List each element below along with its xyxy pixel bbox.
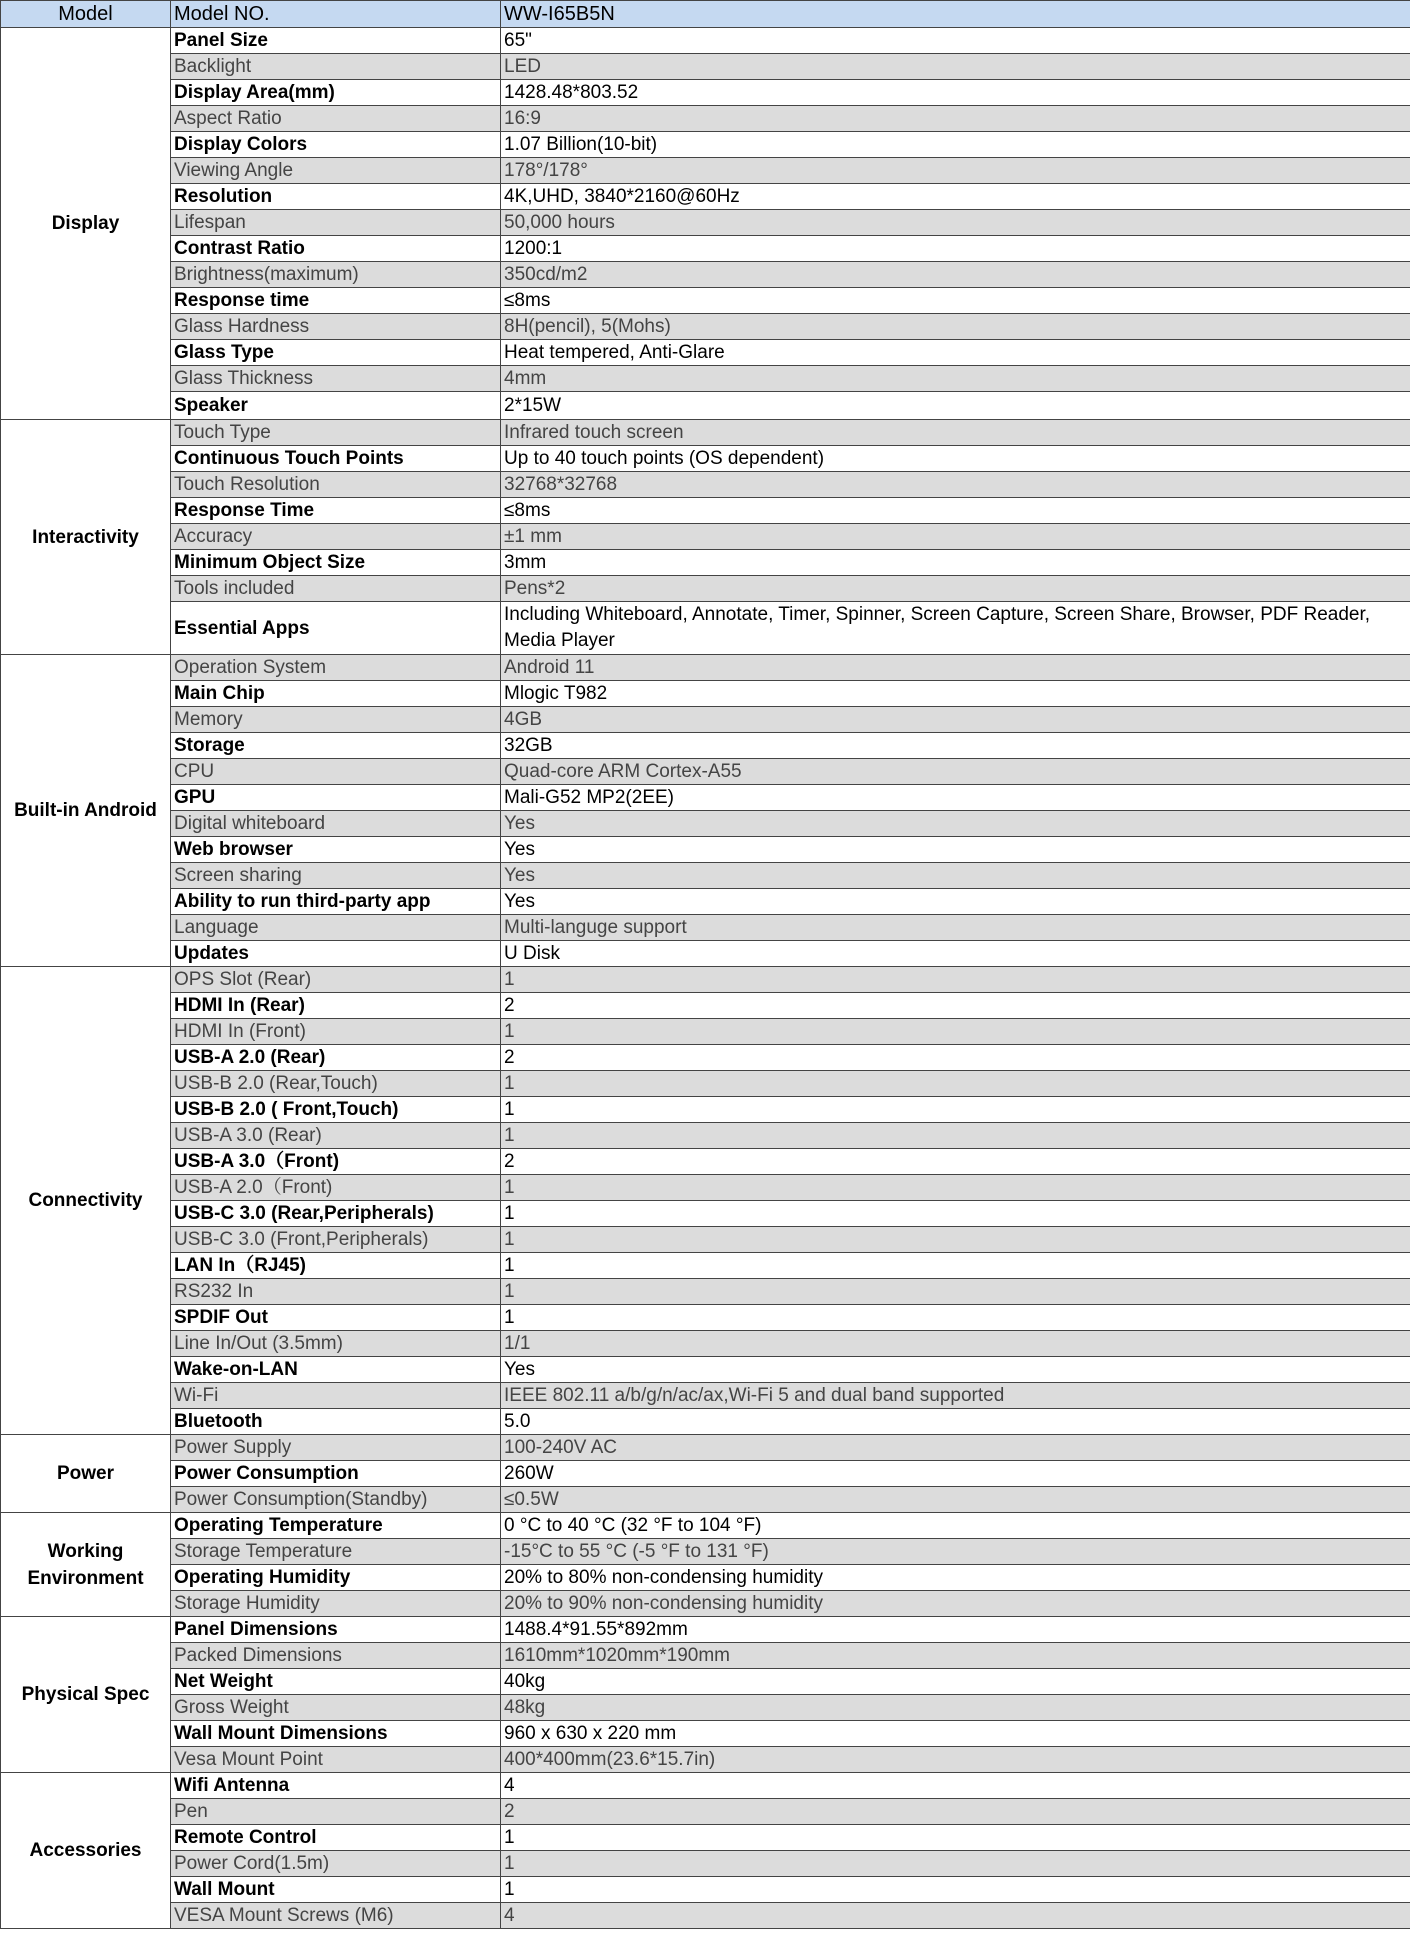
table-row xyxy=(1,262,1410,288)
spec-value: Yes xyxy=(501,811,1410,837)
table-row xyxy=(1,941,1410,967)
table-row xyxy=(1,106,1410,132)
spec-value: 8H(pencil), 5(Mohs) xyxy=(501,314,1410,340)
spec-value: 178°/178° xyxy=(501,158,1410,184)
table-row xyxy=(1,707,1410,733)
table-row xyxy=(1,1253,1410,1279)
table-row xyxy=(1,1643,1410,1669)
spec-value: LED xyxy=(501,54,1410,80)
spec-parameter: HDMI In (Rear) xyxy=(171,993,501,1019)
spec-value: 1 xyxy=(501,1851,1410,1877)
table-row xyxy=(1,236,1410,262)
table-row xyxy=(1,1669,1410,1695)
spec-parameter: Resolution xyxy=(171,184,501,210)
group-label: Connectivity xyxy=(1,967,171,1435)
table-row xyxy=(1,1071,1410,1097)
spec-parameter: Accuracy xyxy=(171,524,501,550)
spec-parameter: Speaker xyxy=(171,392,501,420)
spec-parameter: USB-A 2.0（Front) xyxy=(171,1175,501,1201)
spec-value: 3mm xyxy=(501,550,1410,576)
spec-parameter: Main Chip xyxy=(171,681,501,707)
table-row xyxy=(1,1097,1410,1123)
table-row xyxy=(1,1045,1410,1071)
spec-parameter: Language xyxy=(171,915,501,941)
spec-parameter: Backlight xyxy=(171,54,501,80)
spec-value: 40kg xyxy=(501,1669,1410,1695)
table-row xyxy=(1,498,1410,524)
spec-value: 2 xyxy=(501,1149,1410,1175)
spec-value: 1 xyxy=(501,1227,1410,1253)
spec-value: 960 x 630 x 220 mm xyxy=(501,1721,1410,1747)
group-label: Built-in Android xyxy=(1,655,171,967)
spec-parameter: CPU xyxy=(171,759,501,785)
group-label: Working Environment xyxy=(1,1513,171,1617)
spec-parameter: Essential Apps xyxy=(171,602,501,655)
spec-value: Pens*2 xyxy=(501,576,1410,602)
spec-parameter: Remote Control xyxy=(171,1825,501,1851)
spec-value: 4 xyxy=(501,1903,1410,1929)
spec-value: 1 xyxy=(501,967,1410,993)
spec-parameter: Operation System xyxy=(171,655,501,681)
spec-parameter: Ability to run third-party app xyxy=(171,889,501,915)
table-row xyxy=(1,1903,1410,1929)
spec-parameter: Bluetooth xyxy=(171,1409,501,1435)
spec-parameter: GPU xyxy=(171,785,501,811)
spec-parameter: Lifespan xyxy=(171,210,501,236)
spec-parameter: Pen xyxy=(171,1799,501,1825)
spec-parameter: Wall Mount Dimensions xyxy=(171,1721,501,1747)
spec-parameter: Power Consumption xyxy=(171,1461,501,1487)
spec-parameter: Memory xyxy=(171,707,501,733)
spec-value: 1 xyxy=(501,1877,1410,1903)
spec-parameter: Panel Size xyxy=(171,28,501,54)
spec-parameter: Wifi Antenna xyxy=(171,1773,501,1799)
table-header xyxy=(1,1,1410,28)
spec-parameter: Response Time xyxy=(171,498,501,524)
spec-value: 4mm xyxy=(501,366,1410,392)
spec-parameter: Tools included xyxy=(171,576,501,602)
table-row xyxy=(1,1721,1410,1747)
table-row xyxy=(1,655,1410,681)
table-row xyxy=(1,1461,1410,1487)
model-no-label: Model NO. xyxy=(171,1,501,28)
table-row xyxy=(1,446,1410,472)
table-row xyxy=(1,1799,1410,1825)
spec-parameter: Glass Thickness xyxy=(171,366,501,392)
model-no-value: WW-I65B5N xyxy=(501,1,1410,28)
table-row xyxy=(1,602,1410,655)
spec-value: Android 11 xyxy=(501,655,1410,681)
spec-parameter: Updates xyxy=(171,941,501,967)
table-row xyxy=(1,967,1410,993)
spec-parameter: Operating Humidity xyxy=(171,1565,501,1591)
spec-value: 1.07 Billion(10-bit) xyxy=(501,132,1410,158)
table-row xyxy=(1,80,1410,106)
table-row xyxy=(1,1383,1410,1409)
spec-value: 32768*32768 xyxy=(501,472,1410,498)
table-row xyxy=(1,392,1410,420)
spec-value: 48kg xyxy=(501,1695,1410,1721)
table-row xyxy=(1,1877,1410,1903)
table-row xyxy=(1,1279,1410,1305)
spec-parameter: OPS Slot (Rear) xyxy=(171,967,501,993)
spec-parameter: USB-B 2.0 (Rear,Touch) xyxy=(171,1071,501,1097)
spec-parameter: Glass Type xyxy=(171,340,501,366)
table-row xyxy=(1,1513,1410,1539)
spec-parameter: USB-A 3.0 (Rear) xyxy=(171,1123,501,1149)
table-row xyxy=(1,733,1410,759)
spec-value: IEEE 802.11 a/b/g/n/ac/ax,Wi-Fi 5 and dual band supported xyxy=(501,1383,1410,1409)
spec-value: Multi-languge support xyxy=(501,915,1410,941)
spec-value: 4 xyxy=(501,1773,1410,1799)
table-row xyxy=(1,1357,1410,1383)
spec-parameter: LAN In（RJ45) xyxy=(171,1253,501,1279)
table-row xyxy=(1,915,1410,941)
spec-parameter: HDMI In (Front) xyxy=(171,1019,501,1045)
spec-parameter: USB-A 2.0 (Rear) xyxy=(171,1045,501,1071)
spec-parameter: Power Cord(1.5m) xyxy=(171,1851,501,1877)
table-row xyxy=(1,837,1410,863)
spec-value: 4K,UHD, 3840*2160@60Hz xyxy=(501,184,1410,210)
table-row xyxy=(1,811,1410,837)
table-row xyxy=(1,28,1410,54)
spec-value: 1 xyxy=(501,1097,1410,1123)
spec-parameter: Storage xyxy=(171,733,501,759)
table-row xyxy=(1,681,1410,707)
table-row xyxy=(1,576,1410,602)
table-row xyxy=(1,1695,1410,1721)
spec-parameter: USB-B 2.0 ( Front,Touch) xyxy=(171,1097,501,1123)
spec-value: Mali-G52 MP2(2EE) xyxy=(501,785,1410,811)
spec-value: Mlogic T982 xyxy=(501,681,1410,707)
table-row xyxy=(1,1149,1410,1175)
spec-value: ±1 mm xyxy=(501,524,1410,550)
spec-parameter: Glass Hardness xyxy=(171,314,501,340)
spec-value: 32GB xyxy=(501,733,1410,759)
spec-value: Infrared touch screen xyxy=(501,420,1410,446)
spec-parameter: VESA Mount Screws (M6) xyxy=(171,1903,501,1929)
table-row xyxy=(1,1539,1410,1565)
group-label: Display xyxy=(1,28,171,420)
table-row xyxy=(1,366,1410,392)
spec-parameter: USB-C 3.0 (Rear,Peripherals) xyxy=(171,1201,501,1227)
group-label: Physical Spec xyxy=(1,1617,171,1773)
spec-value: 1 xyxy=(501,1123,1410,1149)
spec-parameter: SPDIF Out xyxy=(171,1305,501,1331)
spec-value: 0 °C to 40 °C (32 °F to 104 °F) xyxy=(501,1513,1410,1539)
table-row xyxy=(1,1409,1410,1435)
table-row xyxy=(1,1201,1410,1227)
table-row xyxy=(1,1019,1410,1045)
spec-value: Heat tempered, Anti-Glare xyxy=(501,340,1410,366)
spec-parameter: Panel Dimensions xyxy=(171,1617,501,1643)
spec-value: 4GB xyxy=(501,707,1410,733)
spec-parameter: Touch Resolution xyxy=(171,472,501,498)
spec-value: 1 xyxy=(501,1201,1410,1227)
table-row xyxy=(1,288,1410,314)
spec-value: 1 xyxy=(501,1305,1410,1331)
table-row xyxy=(1,158,1410,184)
spec-parameter: Wi-Fi xyxy=(171,1383,501,1409)
spec-value: U Disk xyxy=(501,941,1410,967)
spec-value: 2 xyxy=(501,1045,1410,1071)
model-column-header: Model xyxy=(1,1,171,28)
table-row xyxy=(1,1123,1410,1149)
header-row xyxy=(1,1,1410,28)
spec-value: 2 xyxy=(501,1799,1410,1825)
spec-value: 2*15W xyxy=(501,392,1410,420)
group-label: Interactivity xyxy=(1,420,171,655)
spec-parameter: Touch Type xyxy=(171,420,501,446)
table-row xyxy=(1,54,1410,80)
spec-value: Quad-core ARM Cortex-A55 xyxy=(501,759,1410,785)
spec-value: 400*400mm(23.6*15.7in) xyxy=(501,1747,1410,1773)
spec-parameter: Display Area(mm) xyxy=(171,80,501,106)
table-row xyxy=(1,420,1410,446)
spec-value: 1 xyxy=(501,1825,1410,1851)
spec-value: ≤8ms xyxy=(501,288,1410,314)
spec-value: 5.0 xyxy=(501,1409,1410,1435)
table-row xyxy=(1,472,1410,498)
table-row xyxy=(1,314,1410,340)
spec-parameter: Contrast Ratio xyxy=(171,236,501,262)
spec-value: Including Whiteboard, Annotate, Timer, Spinner, Screen Capture, Screen Share, Browser, PDF Reader, Media Player xyxy=(501,602,1410,655)
spec-parameter: Web browser xyxy=(171,837,501,863)
spec-parameter: Display Colors xyxy=(171,132,501,158)
spec-parameter: Storage Temperature xyxy=(171,1539,501,1565)
spec-value: 1 xyxy=(501,1279,1410,1305)
spec-value: 16:9 xyxy=(501,106,1410,132)
table-row xyxy=(1,1227,1410,1253)
table-row xyxy=(1,1331,1410,1357)
table-row xyxy=(1,1305,1410,1331)
spec-value: ≤8ms xyxy=(501,498,1410,524)
table-row xyxy=(1,1825,1410,1851)
table-row xyxy=(1,1175,1410,1201)
table-row xyxy=(1,1773,1410,1799)
spec-parameter: Power Supply xyxy=(171,1435,501,1461)
spec-value: 1 xyxy=(501,1071,1410,1097)
table-row xyxy=(1,993,1410,1019)
table-row xyxy=(1,184,1410,210)
spec-value: ≤0.5W xyxy=(501,1487,1410,1513)
spec-value: 20% to 80% non-condensing humidity xyxy=(501,1565,1410,1591)
spec-value: 1610mm*1020mm*190mm xyxy=(501,1643,1410,1669)
table-row xyxy=(1,863,1410,889)
spec-parameter: Brightness(maximum) xyxy=(171,262,501,288)
table-row xyxy=(1,889,1410,915)
group-label: Power xyxy=(1,1435,171,1513)
spec-value: Yes xyxy=(501,863,1410,889)
spec-value: 1 xyxy=(501,1019,1410,1045)
spec-value: Yes xyxy=(501,1357,1410,1383)
table-row xyxy=(1,1851,1410,1877)
table-row xyxy=(1,550,1410,576)
spec-parameter: Line In/Out (3.5mm) xyxy=(171,1331,501,1357)
table-row xyxy=(1,759,1410,785)
spec-parameter: USB-C 3.0 (Front,Peripherals) xyxy=(171,1227,501,1253)
spec-value: -15°C to 55 °C (-5 °F to 131 °F) xyxy=(501,1539,1410,1565)
table-row xyxy=(1,1435,1410,1461)
spec-parameter: Power Consumption(Standby) xyxy=(171,1487,501,1513)
table-row xyxy=(1,1617,1410,1643)
spec-parameter: Wall Mount xyxy=(171,1877,501,1903)
table-row xyxy=(1,1487,1410,1513)
spec-value: 1 xyxy=(501,1253,1410,1279)
table-row xyxy=(1,524,1410,550)
spec-parameter: Digital whiteboard xyxy=(171,811,501,837)
spec-parameter: Response time xyxy=(171,288,501,314)
spec-value: 1488.4*91.55*892mm xyxy=(501,1617,1410,1643)
spec-parameter: USB-A 3.0（Front) xyxy=(171,1149,501,1175)
spec-parameter: Operating Temperature xyxy=(171,1513,501,1539)
spec-value: 2 xyxy=(501,993,1410,1019)
spec-value: 65" xyxy=(501,28,1410,54)
table-row xyxy=(1,1565,1410,1591)
table-row xyxy=(1,785,1410,811)
spec-value: 1428.48*803.52 xyxy=(501,80,1410,106)
spec-value: 1/1 xyxy=(501,1331,1410,1357)
spec-parameter: Continuous Touch Points xyxy=(171,446,501,472)
spec-parameter: Vesa Mount Point xyxy=(171,1747,501,1773)
spec-parameter: Viewing Angle xyxy=(171,158,501,184)
spec-value: 1 xyxy=(501,1175,1410,1201)
table-row xyxy=(1,210,1410,236)
table-row xyxy=(1,1747,1410,1773)
spec-value: Yes xyxy=(501,837,1410,863)
spec-parameter: RS232 In xyxy=(171,1279,501,1305)
table-row xyxy=(1,132,1410,158)
table-row xyxy=(1,1591,1410,1617)
spec-value: 350cd/m2 xyxy=(501,262,1410,288)
spec-value: Up to 40 touch points (OS dependent) xyxy=(501,446,1410,472)
spec-value: 260W xyxy=(501,1461,1410,1487)
spec-parameter: Screen sharing xyxy=(171,863,501,889)
spec-parameter: Aspect Ratio xyxy=(171,106,501,132)
spec-value: 50,000 hours xyxy=(501,210,1410,236)
spec-parameter: Gross Weight xyxy=(171,1695,501,1721)
spec-parameter: Net Weight xyxy=(171,1669,501,1695)
spec-value: 20% to 90% non-condensing humidity xyxy=(501,1591,1410,1617)
spec-parameter: Minimum Object Size xyxy=(171,550,501,576)
spec-parameter: Storage Humidity xyxy=(171,1591,501,1617)
spec-value: 1200:1 xyxy=(501,236,1410,262)
spec-parameter: Packed Dimensions xyxy=(171,1643,501,1669)
spec-parameter: Wake-on-LAN xyxy=(171,1357,501,1383)
spec-value: 100-240V AC xyxy=(501,1435,1410,1461)
table-row xyxy=(1,340,1410,366)
table-body xyxy=(1,28,1410,1929)
group-label: Accessories xyxy=(1,1773,171,1929)
spec-value: Yes xyxy=(501,889,1410,915)
